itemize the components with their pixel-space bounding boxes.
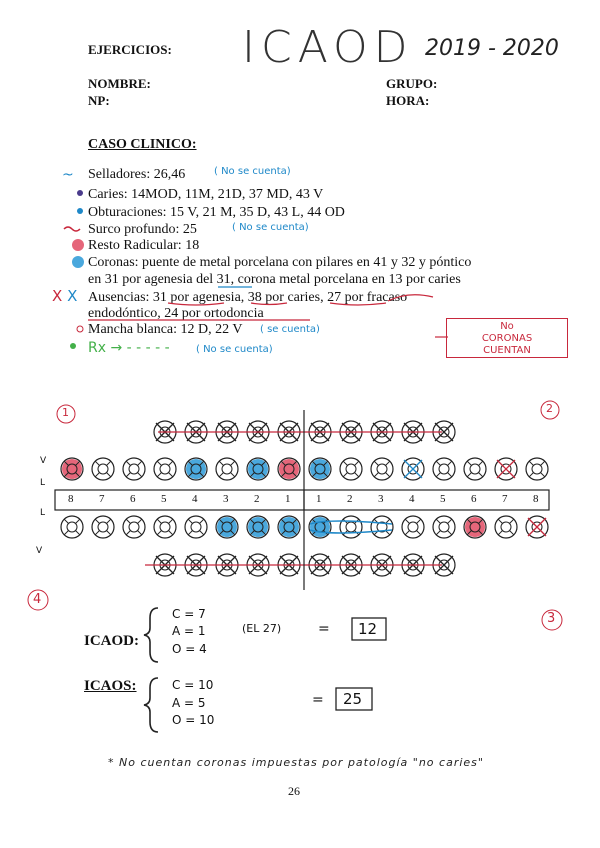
- rx-note: ( No se cuenta): [196, 344, 273, 355]
- tooth-lower-lingual: [123, 516, 145, 538]
- tooth-number: 4: [192, 493, 198, 505]
- page-number: 26: [288, 784, 300, 798]
- quadrant-label-4: 4: [33, 592, 42, 607]
- tooth-number: 4: [409, 493, 415, 505]
- icaos-brace: [144, 678, 158, 732]
- icaos-c: C = 10: [172, 678, 214, 692]
- grupo-label: GRUPO:: [386, 76, 438, 91]
- icaod-total: 12: [358, 620, 378, 638]
- icaos-equals: =: [312, 692, 324, 708]
- tilde-icon: ~: [62, 167, 74, 183]
- icaod-a: A = 1: [172, 624, 206, 638]
- year-label: 2019 - 2020: [425, 36, 559, 61]
- tooth-ausencia-ortodoncia: [404, 460, 422, 478]
- icaod-equals: =: [318, 621, 330, 637]
- tooth-upper-vestibular: [123, 458, 145, 480]
- handwritten-title: ICAOD: [242, 22, 414, 73]
- tooth-ausencia-fracaso: [497, 460, 515, 478]
- ejercicios-label: EJERCICIOS:: [88, 42, 172, 57]
- nombre-label: NOMBRE:: [88, 76, 151, 91]
- ausencias-line-1: Ausencias: 31 por agenesia, 38 por caries, 27 por fracaso: [88, 290, 408, 305]
- side-note-line-3: CUENTAN: [483, 345, 531, 356]
- tooth-lower-lingual: [340, 516, 362, 538]
- tooth-number: 7: [502, 493, 508, 505]
- row-label-v-upper: V: [40, 456, 47, 466]
- row-label-l-upper: L: [40, 478, 46, 488]
- tooth-number: 2: [347, 493, 353, 505]
- quadrant-label-2: 2: [546, 402, 553, 415]
- tooth-lower-lingual: [433, 516, 455, 538]
- tooth-upper-vestibular: [371, 458, 393, 480]
- ausencias-line-2: endodóntico, 24 por ortodoncia: [88, 306, 264, 321]
- rx-line: Rx → - - - - -: [88, 340, 170, 356]
- tooth-lower-lingual: [495, 516, 517, 538]
- np-label: NP:: [88, 93, 110, 108]
- rx-bullet-icon: [70, 343, 76, 349]
- tooth-lower-lingual: [61, 516, 83, 538]
- surco-note: ( No se cuenta): [232, 222, 309, 233]
- icaod-o: O = 4: [172, 642, 207, 656]
- tooth-number: 7: [99, 493, 105, 505]
- tooth-number: 2: [254, 493, 260, 505]
- caries-line: Caries: 14MOD, 11M, 21D, 37 MD, 43 V: [88, 187, 324, 202]
- mancha-note: ( se cuenta): [260, 324, 320, 335]
- icaod-c: C = 7: [172, 607, 206, 621]
- resto-bullet-icon: [72, 239, 84, 251]
- case-title: CASO CLINICO:: [88, 137, 197, 152]
- tooth-upper-vestibular: [340, 458, 362, 480]
- coronas-line-2: en 31 por agenesia del 31, corona metal porcelana en 13 por caries: [88, 272, 461, 287]
- tooth-upper-vestibular: [433, 458, 455, 480]
- tooth-number: 3: [378, 493, 384, 505]
- hora-label: HORA:: [386, 93, 430, 108]
- tooth-lower-lingual: [371, 516, 393, 538]
- quadrant-label-3: 3: [547, 611, 556, 626]
- mancha-bullet-icon: [77, 326, 83, 332]
- tooth-number: 8: [533, 493, 539, 505]
- tooth-number: 1: [316, 493, 322, 505]
- surco-line: Surco profundo: 25: [88, 222, 197, 237]
- resto-line: Resto Radicular: 18: [88, 238, 200, 253]
- tooth-number: 5: [161, 493, 167, 505]
- tooth-lower-lingual: [154, 516, 176, 538]
- surco-bullet-icon: [64, 227, 80, 231]
- cross-marks-icon: X X: [52, 287, 78, 305]
- row-label-l-lower: L: [40, 508, 46, 518]
- icaod-label: ICAOD:: [84, 633, 139, 649]
- caries-bullet-icon: [77, 190, 83, 196]
- tooth-ausencia-caries: [528, 518, 546, 536]
- obturaciones-line: Obturaciones: 15 V, 21 M, 35 D, 43 L, 44 OD: [88, 205, 345, 220]
- coronas-line-1: Coronas: puente de metal porcelana con pilares en 41 y 32 y póntico: [88, 255, 472, 270]
- tooth-number: 5: [440, 493, 446, 505]
- side-note-line-1: No: [500, 321, 514, 332]
- tooth-number: 8: [68, 493, 74, 505]
- mancha-line: Mancha blanca: 12 D, 22 V: [88, 322, 243, 337]
- obturaciones-bullet-icon: [77, 208, 83, 214]
- icaod-note: (EL 27): [242, 622, 282, 635]
- tooth-lower-lingual: [402, 516, 424, 538]
- quadrant-label-1: 1: [62, 406, 69, 419]
- tooth-number: 6: [471, 493, 477, 505]
- coronas-bullet-icon: [72, 256, 84, 268]
- tooth-upper-vestibular: [216, 458, 238, 480]
- icaos-total: 25: [343, 690, 363, 708]
- tooth-upper-vestibular: [92, 458, 114, 480]
- tooth-upper-vestibular: [154, 458, 176, 480]
- footer-note: * No cuentan coronas impuestas por patología "no caries": [108, 756, 484, 769]
- tooth-lower-lingual: [185, 516, 207, 538]
- tooth-upper-vestibular: [526, 458, 548, 480]
- icaos-a: A = 5: [172, 696, 206, 710]
- icaod-brace: [144, 608, 158, 662]
- side-note-line-2: CORONAS: [481, 333, 533, 344]
- tooth-number: 1: [285, 493, 291, 505]
- icaos-o: O = 10: [172, 713, 215, 727]
- selladores-note: ( No se cuenta): [214, 166, 291, 177]
- row-label-v-lower: V: [36, 546, 43, 556]
- tooth-upper-vestibular: [464, 458, 486, 480]
- selladores-line: Selladores: 26,46: [88, 167, 186, 182]
- tooth-number: 3: [223, 493, 229, 505]
- ausencias-underline: [168, 295, 433, 305]
- tooth-lower-lingual: [92, 516, 114, 538]
- tooth-number: 6: [130, 493, 136, 505]
- icaos-label: ICAOS:: [84, 678, 137, 694]
